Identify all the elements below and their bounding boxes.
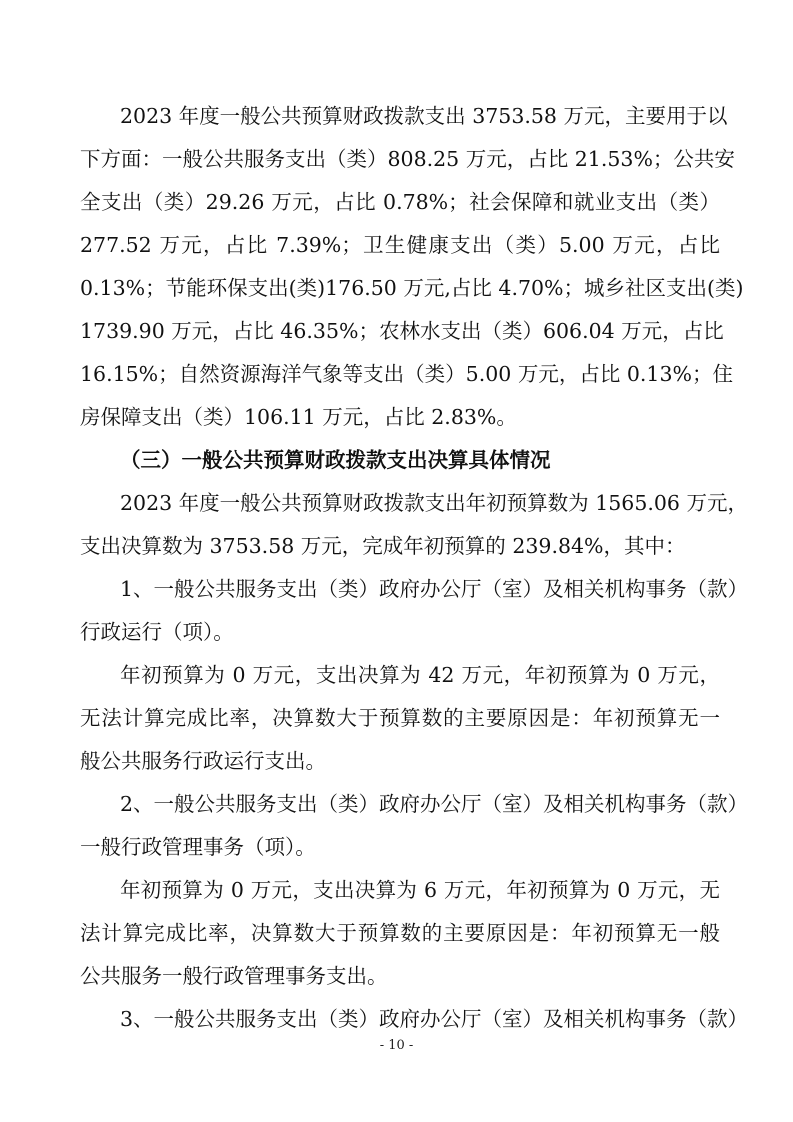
- paragraph-line: 公共服务一般行政管理事务支出。: [80, 964, 388, 988]
- item-title-line: 2、一般公共服务支出（类）政府办公厅（室）及相关机构事务（款）: [120, 792, 749, 816]
- paragraph-line: 277.52 万元，占比 7.39%；卫生健康支出（类）5.00 万元，占比: [80, 233, 720, 257]
- paragraph-line: 年初预算为 0 万元，支出决算为 42 万元，年初预算为 0 万元，: [120, 663, 720, 687]
- paragraph-line: 0.13%；节能环保支出(类)176.50 万元,占比 4.70%；城乡社区支出(类): [80, 276, 744, 300]
- item-title-line: 行政运行（项）。: [80, 620, 234, 644]
- item-title-line: 1、一般公共服务支出（类）政府办公厅（室）及相关机构事务（款）: [120, 577, 749, 601]
- paragraph-line: 无法计算完成比率，决算数大于预算数的主要原因是：年初预算无一: [80, 706, 720, 730]
- paragraph-line: 16.15%；自然资源海洋气象等支出（类）5.00 万元，占比 0.13%；住: [80, 362, 733, 386]
- paragraph-line: 下方面：一般公共服务支出（类）808.25 万元，占比 21.53%；公共安: [80, 147, 735, 171]
- item-title-line: 一般行政管理事务（项）。: [80, 835, 316, 859]
- paragraph-line: 房保障支出（类）106.11 万元，占比 2.83%。: [80, 405, 517, 429]
- paragraph-line: 2023 年度一般公共预算财政拨款支出年初预算数为 1565.06 万元，: [120, 491, 748, 515]
- paragraph-line: 支出决算数为 3753.58 万元，完成年初预算的 239.84%，其中：: [80, 534, 686, 558]
- paragraph-line: 法计算完成比率，决算数大于预算数的主要原因是：年初预算无一般: [80, 921, 720, 945]
- paragraph-line: 1739.90 万元，占比 46.35%；农林水支出（类）606.04 万元，占比: [80, 319, 724, 343]
- paragraph-line: 般公共服务行政运行支出。: [80, 749, 326, 773]
- item-title-line: 3、一般公共服务支出（类）政府办公厅（室）及相关机构事务（款）: [120, 1007, 749, 1031]
- page-number: - 10 -: [379, 1038, 414, 1053]
- paragraph-line: 全支出（类）29.26 万元，占比 0.78%；社会保障和就业支出（类）: [80, 190, 720, 214]
- section-heading: （三）一般公共预算财政拨款支出决算具体情况: [120, 448, 551, 472]
- paragraph-line: 年初预算为 0 万元，支出决算为 6 万元，年初预算为 0 万元，无: [120, 878, 720, 902]
- paragraph-line: 2023 年度一般公共预算财政拨款支出 3753.58 万元，主要用于以: [120, 104, 728, 128]
